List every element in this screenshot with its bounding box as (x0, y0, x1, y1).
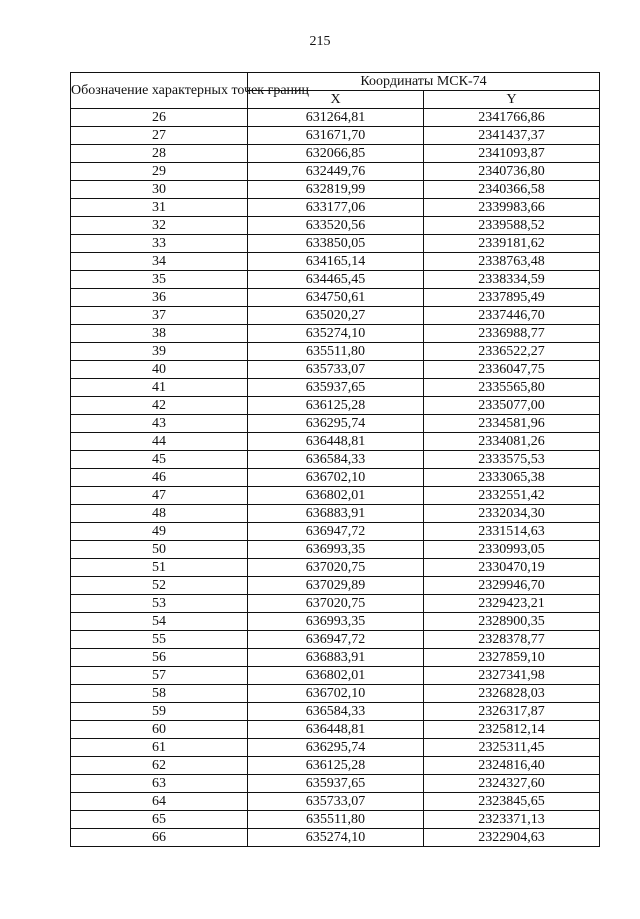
cell-y: 2341437,37 (424, 127, 600, 145)
table-row (71, 667, 600, 685)
coordinates-table (70, 72, 600, 847)
table-row (71, 361, 600, 379)
table-body (71, 109, 600, 847)
cell-point-number: 53 (71, 595, 248, 613)
cell-x: 636584,33 (248, 703, 424, 721)
cell-x: 636993,35 (248, 541, 424, 559)
cell-point-number: 66 (71, 829, 248, 847)
cell-x: 636448,81 (248, 721, 424, 739)
cell-point-number: 58 (71, 685, 248, 703)
table-row (71, 523, 600, 541)
table-row (71, 487, 600, 505)
cell-y: 2340736,80 (424, 163, 600, 181)
cell-x: 636702,10 (248, 469, 424, 487)
cell-point-number: 27 (71, 127, 248, 145)
table-row (71, 253, 600, 271)
cell-y: 2322904,63 (424, 829, 600, 847)
cell-x: 632066,85 (248, 145, 424, 163)
header-y: Y (424, 91, 600, 109)
cell-x: 633177,06 (248, 199, 424, 217)
cell-x: 635511,80 (248, 343, 424, 361)
cell-y: 2339588,52 (424, 217, 600, 235)
cell-y: 2324327,60 (424, 775, 600, 793)
cell-y: 2330470,19 (424, 559, 600, 577)
cell-point-number: 42 (71, 397, 248, 415)
header-row-top (71, 73, 600, 91)
cell-x: 636295,74 (248, 739, 424, 757)
table-row (71, 649, 600, 667)
cell-point-number: 49 (71, 523, 248, 541)
cell-x: 636993,35 (248, 613, 424, 631)
cell-x: 636947,72 (248, 631, 424, 649)
cell-y: 2337895,49 (424, 289, 600, 307)
cell-x: 636584,33 (248, 451, 424, 469)
cell-point-number: 45 (71, 451, 248, 469)
cell-y: 2335565,80 (424, 379, 600, 397)
cell-y: 2331514,63 (424, 523, 600, 541)
cell-point-number: 31 (71, 199, 248, 217)
table-row (71, 343, 600, 361)
cell-point-number: 50 (71, 541, 248, 559)
cell-x: 637020,75 (248, 559, 424, 577)
table-row (71, 145, 600, 163)
table-row (71, 559, 600, 577)
cell-y: 2329946,70 (424, 577, 600, 595)
table-row (71, 397, 600, 415)
cell-x: 632819,99 (248, 181, 424, 199)
cell-x: 633520,56 (248, 217, 424, 235)
cell-point-number: 56 (71, 649, 248, 667)
cell-y: 2332551,42 (424, 487, 600, 505)
cell-y: 2325311,45 (424, 739, 600, 757)
cell-y: 2338763,48 (424, 253, 600, 271)
cell-x: 636295,74 (248, 415, 424, 433)
table-header (71, 73, 600, 109)
cell-point-number: 48 (71, 505, 248, 523)
cell-x: 633850,05 (248, 235, 424, 253)
table-row (71, 577, 600, 595)
table-row (71, 757, 600, 775)
page-number: 215 (309, 34, 331, 49)
cell-y: 2323845,65 (424, 793, 600, 811)
cell-point-number: 52 (71, 577, 248, 595)
cell-point-number: 55 (71, 631, 248, 649)
cell-y: 2334581,96 (424, 415, 600, 433)
table-row (71, 829, 600, 847)
table-row (71, 595, 600, 613)
cell-x: 637020,75 (248, 595, 424, 613)
cell-point-number: 44 (71, 433, 248, 451)
cell-point-number: 37 (71, 307, 248, 325)
cell-y: 2329423,21 (424, 595, 600, 613)
cell-y: 2341093,87 (424, 145, 600, 163)
cell-point-number: 61 (71, 739, 248, 757)
cell-y: 2336047,75 (424, 361, 600, 379)
cell-point-number: 51 (71, 559, 248, 577)
cell-y: 2333065,38 (424, 469, 600, 487)
cell-point-number: 35 (71, 271, 248, 289)
cell-point-number: 34 (71, 253, 248, 271)
cell-x: 635733,07 (248, 793, 424, 811)
table-row (71, 721, 600, 739)
cell-y: 2340366,58 (424, 181, 600, 199)
cell-x: 631264,81 (248, 109, 424, 127)
table-row (71, 775, 600, 793)
cell-point-number: 30 (71, 181, 248, 199)
table-row (71, 235, 600, 253)
cell-y: 2339181,62 (424, 235, 600, 253)
cell-point-number: 36 (71, 289, 248, 307)
table-row (71, 631, 600, 649)
cell-y: 2341766,86 (424, 109, 600, 127)
table-row (71, 703, 600, 721)
cell-x: 634165,14 (248, 253, 424, 271)
cell-y: 2332034,30 (424, 505, 600, 523)
table-row (71, 811, 600, 829)
cell-x: 636448,81 (248, 433, 424, 451)
cell-y: 2338334,59 (424, 271, 600, 289)
cell-point-number: 26 (71, 109, 248, 127)
cell-x: 631671,70 (248, 127, 424, 145)
table-row (71, 379, 600, 397)
cell-y: 2334081,26 (424, 433, 600, 451)
cell-point-number: 65 (71, 811, 248, 829)
cell-point-number: 40 (71, 361, 248, 379)
table-row (71, 793, 600, 811)
cell-y: 2333575,53 (424, 451, 600, 469)
cell-y: 2336988,77 (424, 325, 600, 343)
cell-point-number: 59 (71, 703, 248, 721)
cell-point-number: 47 (71, 487, 248, 505)
table-row (71, 307, 600, 325)
table-row (71, 541, 600, 559)
cell-point-number: 39 (71, 343, 248, 361)
cell-x: 634750,61 (248, 289, 424, 307)
cell-point-number: 64 (71, 793, 248, 811)
table-row (71, 685, 600, 703)
table-row (71, 505, 600, 523)
cell-x: 635937,65 (248, 775, 424, 793)
cell-point-number: 28 (71, 145, 248, 163)
cell-point-number: 29 (71, 163, 248, 181)
cell-x: 632449,76 (248, 163, 424, 181)
cell-point-number: 57 (71, 667, 248, 685)
cell-y: 2326317,87 (424, 703, 600, 721)
table-row (71, 289, 600, 307)
cell-y: 2337446,70 (424, 307, 600, 325)
table-row (71, 613, 600, 631)
cell-x: 636883,91 (248, 649, 424, 667)
header-x: X (248, 91, 424, 109)
cell-y: 2328378,77 (424, 631, 600, 649)
header-coordinates-system: Координаты МСК-74 (248, 73, 600, 91)
table-row (71, 739, 600, 757)
table-row (71, 415, 600, 433)
table-row (71, 217, 600, 235)
cell-x: 635020,27 (248, 307, 424, 325)
cell-point-number: 38 (71, 325, 248, 343)
cell-x: 635937,65 (248, 379, 424, 397)
table-row (71, 181, 600, 199)
table-row (71, 271, 600, 289)
cell-x: 637029,89 (248, 577, 424, 595)
cell-y: 2326828,03 (424, 685, 600, 703)
cell-x: 634465,45 (248, 271, 424, 289)
table-row (71, 451, 600, 469)
cell-x: 636125,28 (248, 397, 424, 415)
cell-point-number: 46 (71, 469, 248, 487)
table-row (71, 109, 600, 127)
cell-x: 636702,10 (248, 685, 424, 703)
cell-x: 635511,80 (248, 811, 424, 829)
cell-y: 2335077,00 (424, 397, 600, 415)
cell-point-number: 41 (71, 379, 248, 397)
cell-point-number: 32 (71, 217, 248, 235)
cell-x: 636125,28 (248, 757, 424, 775)
cell-x: 636883,91 (248, 505, 424, 523)
header-point-designation: Обозначение характерных точек границ (71, 73, 248, 109)
cell-y: 2330993,05 (424, 541, 600, 559)
cell-y: 2327859,10 (424, 649, 600, 667)
table-row (71, 127, 600, 145)
cell-y: 2324816,40 (424, 757, 600, 775)
cell-x: 636802,01 (248, 487, 424, 505)
cell-y: 2336522,27 (424, 343, 600, 361)
cell-y: 2325812,14 (424, 721, 600, 739)
cell-point-number: 60 (71, 721, 248, 739)
cell-x: 635274,10 (248, 829, 424, 847)
cell-y: 2323371,13 (424, 811, 600, 829)
table-row (71, 163, 600, 181)
cell-point-number: 33 (71, 235, 248, 253)
cell-y: 2327341,98 (424, 667, 600, 685)
cell-point-number: 63 (71, 775, 248, 793)
table-row (71, 469, 600, 487)
cell-x: 636802,01 (248, 667, 424, 685)
cell-x: 635274,10 (248, 325, 424, 343)
cell-y: 2339983,66 (424, 199, 600, 217)
table-row (71, 325, 600, 343)
cell-y: 2328900,35 (424, 613, 600, 631)
table-row (71, 199, 600, 217)
cell-x: 636947,72 (248, 523, 424, 541)
cell-x: 635733,07 (248, 361, 424, 379)
table-row (71, 433, 600, 451)
cell-point-number: 62 (71, 757, 248, 775)
cell-point-number: 43 (71, 415, 248, 433)
cell-point-number: 54 (71, 613, 248, 631)
